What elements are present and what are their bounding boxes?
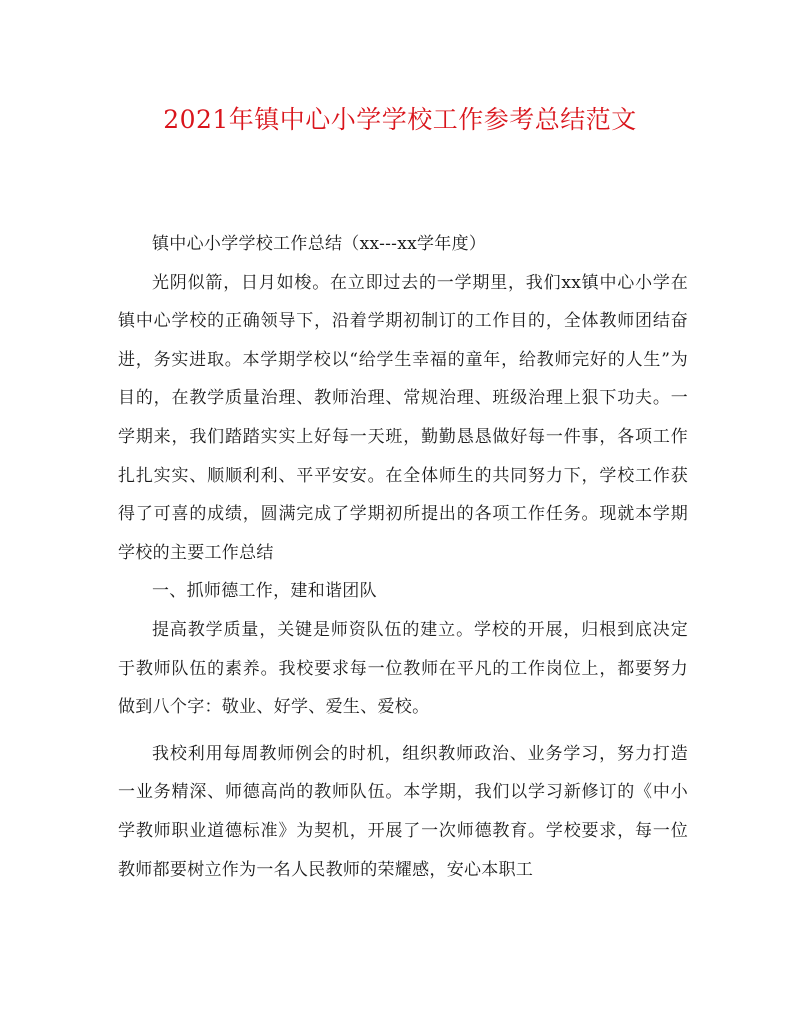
paragraph-intro: 光阴似箭，日月如梭。在立即过去的一学期里，我们xx镇中心小学在镇中心学校的正确领导下，沿着学期初制订的工作目的，全体教师团结奋进，务实进取。本学期学校以“给学生幸福的童年，给教师完好的人生”为目的，在教学质量治理、教师治理、常规治理、班级治理上狠下功夫。一学期来，我们踏踏实实上好每一天班，勤勤恳恳做好每一件事，各项工作扎扎实实、顺顺利利、平平安安。在全体师生的共同努力下，学校工作获得了可喜的成绩，圆满完成了学期初所提出的各项工作任务。现就本学期学校的主要工作总结: [118, 272, 688, 563]
paragraph-teacher-training: 我校利用每周教师例会的时机，组织教师政治、业务学习，努力打造一业务精深、师德高尚的教师队伍。本学期，我们以学习新修订的《中小学教师职业道德标准》为契机，开展了一次师德教育。学校要求，每一位教师都要树立作为一名人民教师的荣耀感，安心本职工: [118, 743, 688, 880]
paragraph-subtitle: 镇中心小学学校工作总结（xx---xx学年度）: [152, 234, 487, 254]
document-body: [118, 225, 688, 889]
section-heading: 一、抓师德工作，建和谐团队: [152, 581, 377, 602]
paragraph-teacher-quality: 提高教学质量，关键是师资队伍的建立。学校的开展，归根到底决定于教师队伍的素养。我校要求每一位教师在平凡的工作岗位上，都要努力做到八个字：敬业、好学、爱生、爱校。: [118, 619, 688, 718]
document-title: 2021年镇中心小学学校工作参考总结范文: [163, 105, 637, 134]
